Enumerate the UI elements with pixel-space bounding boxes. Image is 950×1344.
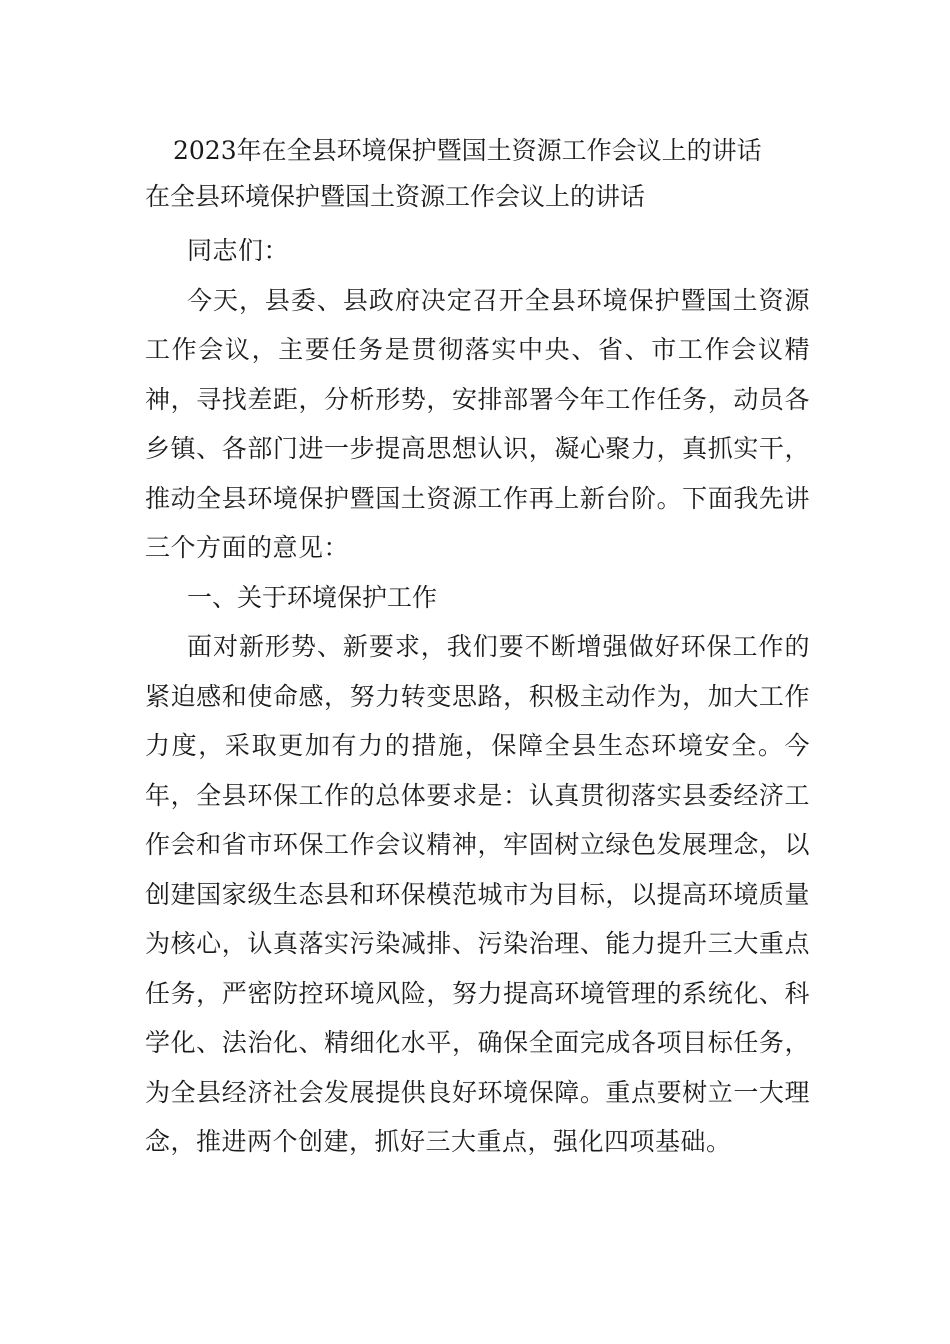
document-subtitle: 在全县环境保护暨国土资源工作会议上的讲话 [145, 182, 646, 211]
section-paragraph: 面对新形势、新要求，我们要不断增强做好环保工作的紧迫感和使命感，努力转变思路，积极主动作为，加大工作力度，采取更加有力的措施，保障全县生态环境安全。今年，全县环保工作的总体要求是：认真贯彻落实县委经济工作会和省市环保工作会议精神，牢固树立绿色发展理念，以创建国家级生态县和环保模范城市为目标，以提高环境质量为核心，认真落实污染减排、污染治理、能力提升三大重点任务，严密防控环境风险，努力提高环境管理的系统化、科学化、法治化、精细化水平，确保全面完成各项目标任务，为全县经济社会发展提供良好环境保障。重点要树立一大理念，推进两个创建，抓好三大重点，强化四项基础。 [145, 632, 810, 1156]
intro-paragraph: 今天，县委、县政府决定召开全县环境保护暨国土资源工作会议，主要任务是贯彻落实中央、省、市工作会议精神，寻找差距，分析形势，安排部署今年工作任务，动员各乡镇、各部门进一步提高思想认识，凝心聚力，真抓实干，推动全县环境保护暨国土资源工作再上新台阶。下面我先讲三个方面的意见： [145, 285, 810, 562]
salutation: 同志们： [187, 236, 290, 265]
document-body [145, 128, 810, 1167]
document-title: 2023年在全县环境保护暨国土资源工作会议上的讲话 [173, 136, 762, 165]
section-heading: 一、关于环境保护工作 [187, 582, 438, 612]
